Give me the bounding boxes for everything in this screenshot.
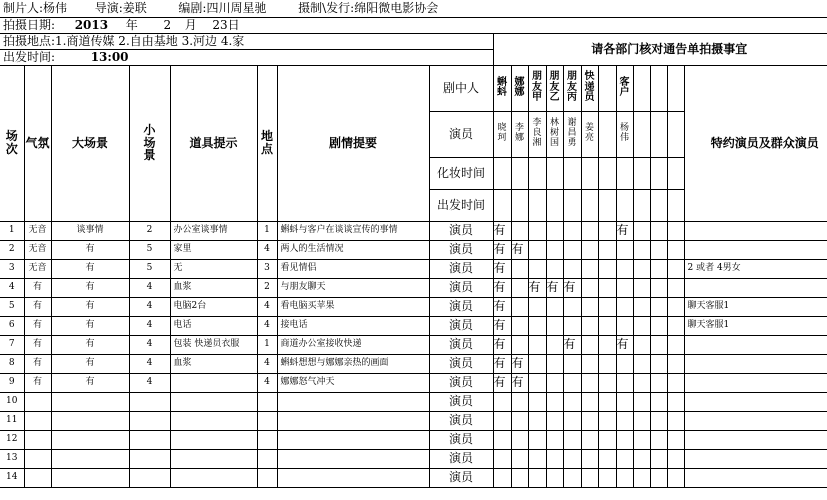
actor-cell: 演员 [448,242,473,257]
atmosphere-cell: 无音 [28,262,47,273]
big-scene-cell: 有 [85,376,95,387]
scene-number: 5 [8,300,15,311]
atmosphere-cell: 有 [32,300,42,311]
col-plot: 剧情提要 [328,135,377,150]
shoot-day: 23日 [212,17,240,32]
cast-mark: 有 [616,337,629,352]
role-name-1: 蝌蚪 [497,76,507,98]
props-cell: 包装 快递员衣服 [173,338,240,349]
cast-mark: 有 [493,356,506,371]
role-name-6: 快递员 [584,71,595,104]
cast-mark: 有 [493,337,506,352]
table-row [0,411,827,430]
plot-cell: 看见情侣 [280,262,317,273]
table-row [0,316,827,335]
big-scene-cell: 有 [85,338,95,349]
plot-cell: 看电脑买苹果 [280,300,335,311]
scene-number: 8 [8,357,15,368]
small-scene-cell: 2 [146,224,153,235]
actor-cell: 演员 [448,223,473,238]
props-cell: 血浆 [173,281,192,292]
scene-number: 11 [6,414,18,425]
col-small-scene: 小场景 [143,123,156,163]
actor-cell: 演员 [448,280,473,295]
actor-name-4: 林树国 [549,118,559,148]
big-scene-cell: 有 [85,319,95,330]
cast-mark: 有 [511,242,524,257]
departure-time: 13:00 [90,49,129,64]
actor-label: 演员 [448,126,473,141]
shoot-year: 2013 [74,17,109,32]
props-cell: 家里 [173,243,192,254]
location-cell: 1 [264,224,270,235]
cast-mark: 有 [511,375,524,390]
scene-number: 13 [6,452,18,463]
table-row [0,468,827,487]
location-cell: 1 [264,338,270,349]
location-cell: 4 [264,376,270,387]
plot-cell: 两人的生活情况 [280,243,344,254]
table-row [0,430,827,449]
atmosphere-cell: 无音 [28,224,47,235]
scene-number: 3 [8,262,15,273]
col-extras: 特约演员及群众演员 [710,135,819,150]
atmosphere-cell: 有 [32,319,42,330]
big-scene-cell: 有 [85,243,95,254]
location-cell: 4 [264,319,270,330]
role-name-2: 娜娜 [514,76,525,98]
scene-number: 6 [8,319,15,330]
scene-number: 4 [8,281,15,292]
shoot-date-label: 拍摄日期: [3,17,56,32]
actor-cell: 演员 [448,337,473,352]
col-big-scene: 大场景 [71,135,108,150]
small-scene-cell: 5 [146,243,153,254]
small-scene-cell: 4 [146,338,153,349]
scene-number: 9 [8,376,15,387]
actor-name-5: 谢昌勇 [567,118,577,148]
cast-mark: 有 [493,280,506,295]
col-props: 道具提示 [189,135,238,150]
actor-name-8: 杨伟 [619,123,629,143]
cast-mark: 有 [563,337,576,352]
scene-number: 12 [6,433,18,444]
cast-mark: 有 [493,299,506,314]
table-row [0,259,827,278]
atmosphere-cell: 有 [32,338,42,349]
cast-mark: 有 [563,280,576,295]
small-scene-cell: 4 [146,357,153,368]
shoot-month: 2 [163,17,172,32]
table-row [0,392,827,411]
table-row [0,297,827,316]
actor-cell: 演员 [448,299,473,314]
scene-number: 1 [8,224,15,235]
table-row [0,240,827,259]
actor-cell: 演员 [448,413,473,428]
locations-text: 拍摄地点:1.商道传媒 2.自由基地 3.河边 4.家 [3,33,245,48]
big-scene-cell: 有 [85,262,95,273]
cast-mark: 有 [493,318,506,333]
location-cell: 3 [264,262,270,273]
cast-mark: 有 [528,280,541,295]
year-unit: 年 [125,17,138,32]
makeup-time-label: 化妆时间 [436,165,485,180]
director-text: 导演:姜联 [94,0,147,15]
departure-label: 出发时间: [3,49,56,64]
table-row [0,373,827,392]
cast-mark: 有 [511,356,524,371]
big-scene-cell: 有 [85,300,95,311]
atmosphere-cell: 有 [32,281,42,292]
cast-mark: 有 [493,261,506,276]
actor-cell: 演员 [448,318,473,333]
location-cell: 2 [264,281,270,292]
role-label: 剧中人 [442,80,479,95]
small-scene-cell: 4 [146,319,153,330]
cast-mark: 有 [493,242,506,257]
actor-name-3: 李良湘 [532,118,542,148]
col-scene: 场次 [5,129,18,156]
actor-name-1: 晓珂 [497,123,507,143]
small-scene-cell: 4 [146,281,153,292]
role-name-8: 客户 [619,76,630,98]
table-row [0,278,827,297]
location-cell: 4 [264,300,270,311]
actor-name-2: 李娜 [514,123,524,143]
plot-cell: 商道办公室接收快递 [280,338,362,349]
actor-cell: 演员 [448,451,473,466]
scene-number: 14 [6,471,18,482]
cast-mark: 有 [546,280,559,295]
plot-cell: 蝌蚪想想与娜娜亲热的画面 [280,357,389,368]
actor-cell: 演员 [448,470,473,485]
small-scene-cell: 4 [146,300,153,311]
table-row [0,335,827,354]
props-cell: 电脑2台 [173,300,207,311]
plot-cell: 接电话 [280,319,308,330]
table-row [0,449,827,468]
location-cell: 4 [264,243,270,254]
plot-cell: 与朋友聊天 [280,281,326,292]
col-location: 地点 [260,129,273,156]
big-scene-cell: 谈事情 [76,224,104,235]
publisher-text: 摄制\发行:绵阳微电影协会 [298,0,439,15]
cast-mark: 有 [493,375,506,390]
atmosphere-cell: 有 [32,376,42,387]
actor-cell: 演员 [448,261,473,276]
table-row [0,221,827,240]
atmosphere-cell: 无音 [28,243,47,254]
producer-text: 制片人:杨伟 [3,0,68,15]
plot-cell: 娜娜怒气冲天 [280,376,335,387]
writer-text: 编剧:四川周星驰 [178,0,267,15]
scene-number: 2 [8,243,15,254]
props-cell: 血浆 [173,357,192,368]
table-row [0,354,827,373]
big-scene-cell: 有 [85,281,95,292]
role-name-3: 朋友甲 [532,71,542,104]
location-cell: 4 [264,357,270,368]
actor-cell: 演员 [448,394,473,409]
month-unit: 月 [184,17,197,32]
small-scene-cell: 4 [146,376,153,387]
role-name-4: 朋友乙 [549,71,560,104]
actor-cell: 演员 [448,432,473,447]
cast-mark: 有 [616,223,629,238]
actor-cell: 演员 [448,356,473,371]
atmosphere-cell: 有 [32,357,42,368]
actor-name-6: 姜亮 [584,123,594,143]
scene-number: 7 [8,338,15,349]
role-name-5: 朋友丙 [567,71,577,104]
props-cell: 办公室谈事情 [173,224,228,235]
depart-time-label: 出发时间 [436,197,485,212]
small-scene-cell: 5 [146,262,153,273]
props-cell: 电话 [173,319,192,330]
notice-text: 请各部门核对通告单拍摄事宜 [591,41,748,56]
props-cell: 无 [173,262,183,273]
scene-number: 10 [6,395,18,406]
cast-mark: 有 [493,223,506,238]
extras-cell: 聊天客服1 [687,300,730,311]
extras-cell: 2 或者 4男女 [687,262,741,273]
col-atmosphere: 气氛 [25,135,50,150]
plot-cell: 蝌蚪与客户在谈谈宣传的事情 [280,224,398,235]
big-scene-cell: 有 [85,357,95,368]
extras-cell: 聊天客服1 [687,319,730,330]
actor-cell: 演员 [448,375,473,390]
